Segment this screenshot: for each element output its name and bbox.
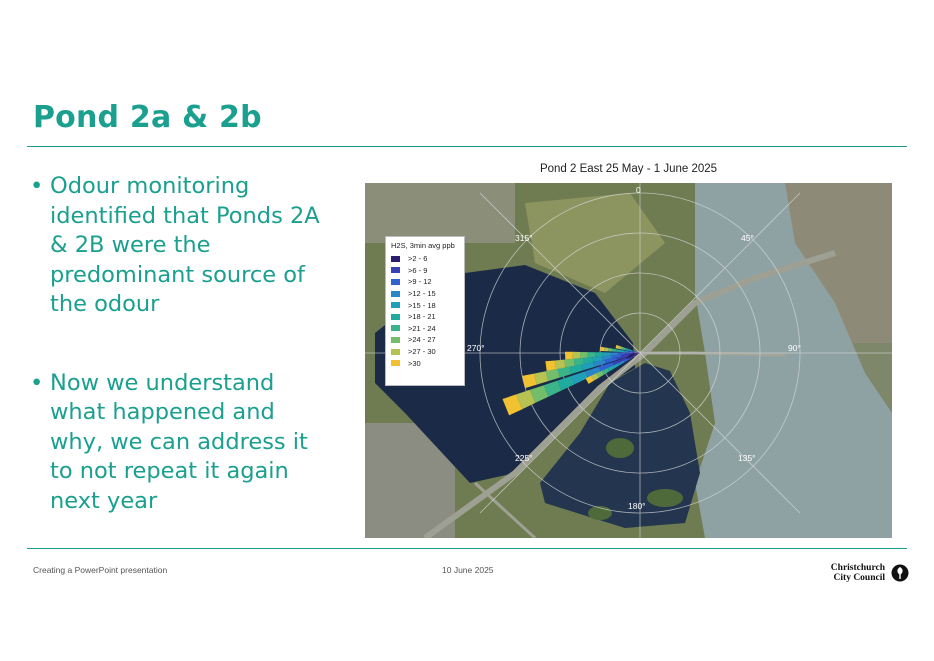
legend-title: H2S, 3min avg ppb	[391, 241, 455, 250]
compass-label-45: 45°	[741, 233, 754, 243]
legend-item	[391, 288, 460, 300]
legend-swatch	[391, 349, 400, 355]
legend-label: >30	[408, 358, 421, 368]
legend-item	[391, 334, 460, 346]
bullet-list	[30, 172, 330, 516]
legend-swatch	[391, 267, 400, 273]
legend-item	[391, 253, 460, 265]
legend-label: >27 - 30	[408, 347, 436, 357]
legend-label: >2 - 6	[408, 254, 428, 264]
logo-line2: City Council	[833, 573, 885, 583]
legend-item	[391, 265, 460, 277]
legend-label: >15 - 18	[408, 300, 436, 310]
figure-title: Pond 2 East 25 May - 1 June 2025	[539, 163, 718, 175]
wind-rose-petal-band	[573, 352, 581, 359]
council-emblem-icon	[891, 564, 909, 582]
footer-date: 10 June 2025	[442, 565, 494, 575]
bullet-item: • Odour monitoring identified that Ponds 2A & 2B were the predominant source of the odour	[30, 172, 330, 320]
wind-rose-petal-band	[545, 361, 556, 372]
footer-rule	[27, 548, 907, 549]
wind-rose-petal-band	[603, 352, 611, 356]
wind-rose-petal-band	[600, 347, 604, 351]
aerial-map	[365, 183, 892, 538]
wind-rose-petal-band	[595, 352, 603, 357]
legend-swatch	[391, 325, 400, 331]
legend-swatch	[391, 337, 400, 343]
compass-label-225: 225°	[515, 453, 533, 463]
legend-swatch	[391, 279, 400, 285]
wind-rose-petal-band	[604, 347, 608, 351]
legend-item	[391, 311, 460, 323]
map-legend	[385, 236, 465, 386]
legend-swatch	[391, 302, 400, 308]
footer-presentation-name: Creating a PowerPoint presentation	[33, 565, 168, 575]
council-logo	[829, 563, 909, 583]
legend-label: >24 - 27	[408, 335, 436, 345]
legend-swatch	[391, 314, 400, 320]
legend-item	[391, 346, 460, 358]
legend-item	[391, 357, 460, 369]
bullet-item: • Now we understand what happened and why, we can address it to not repeat it again next year	[30, 369, 330, 517]
legend-item	[391, 276, 460, 288]
legend-item	[391, 323, 460, 335]
compass-label-315: 315°	[515, 233, 533, 243]
slide-title: Pond 2a & 2b	[33, 100, 262, 135]
compass-label-135: 135°	[738, 453, 756, 463]
legend-swatch	[391, 256, 400, 262]
wind-rose-petal-band	[608, 348, 612, 352]
compass-label-270: 270°	[467, 343, 485, 353]
legend-label: >21 - 24	[408, 323, 436, 333]
wind-rose-petal-band	[580, 352, 588, 358]
compass-label-0: 0	[636, 185, 641, 195]
compass-label-90: 90°	[788, 343, 801, 353]
legend-label: >6 - 9	[408, 265, 428, 275]
legend-swatch	[391, 360, 400, 366]
legend-label: >18 - 21	[408, 312, 436, 322]
wind-rose-petal-band	[565, 352, 573, 360]
title-rule	[27, 146, 907, 147]
legend-item	[391, 299, 460, 311]
legend-label: >9 - 12	[408, 277, 432, 287]
compass-label-180: 180°	[628, 501, 646, 511]
legend-label: >12 - 15	[408, 289, 436, 299]
legend-swatch	[391, 291, 400, 297]
wind-rose-petal-band	[588, 352, 596, 358]
logo-line1: Christchurch	[830, 563, 885, 573]
